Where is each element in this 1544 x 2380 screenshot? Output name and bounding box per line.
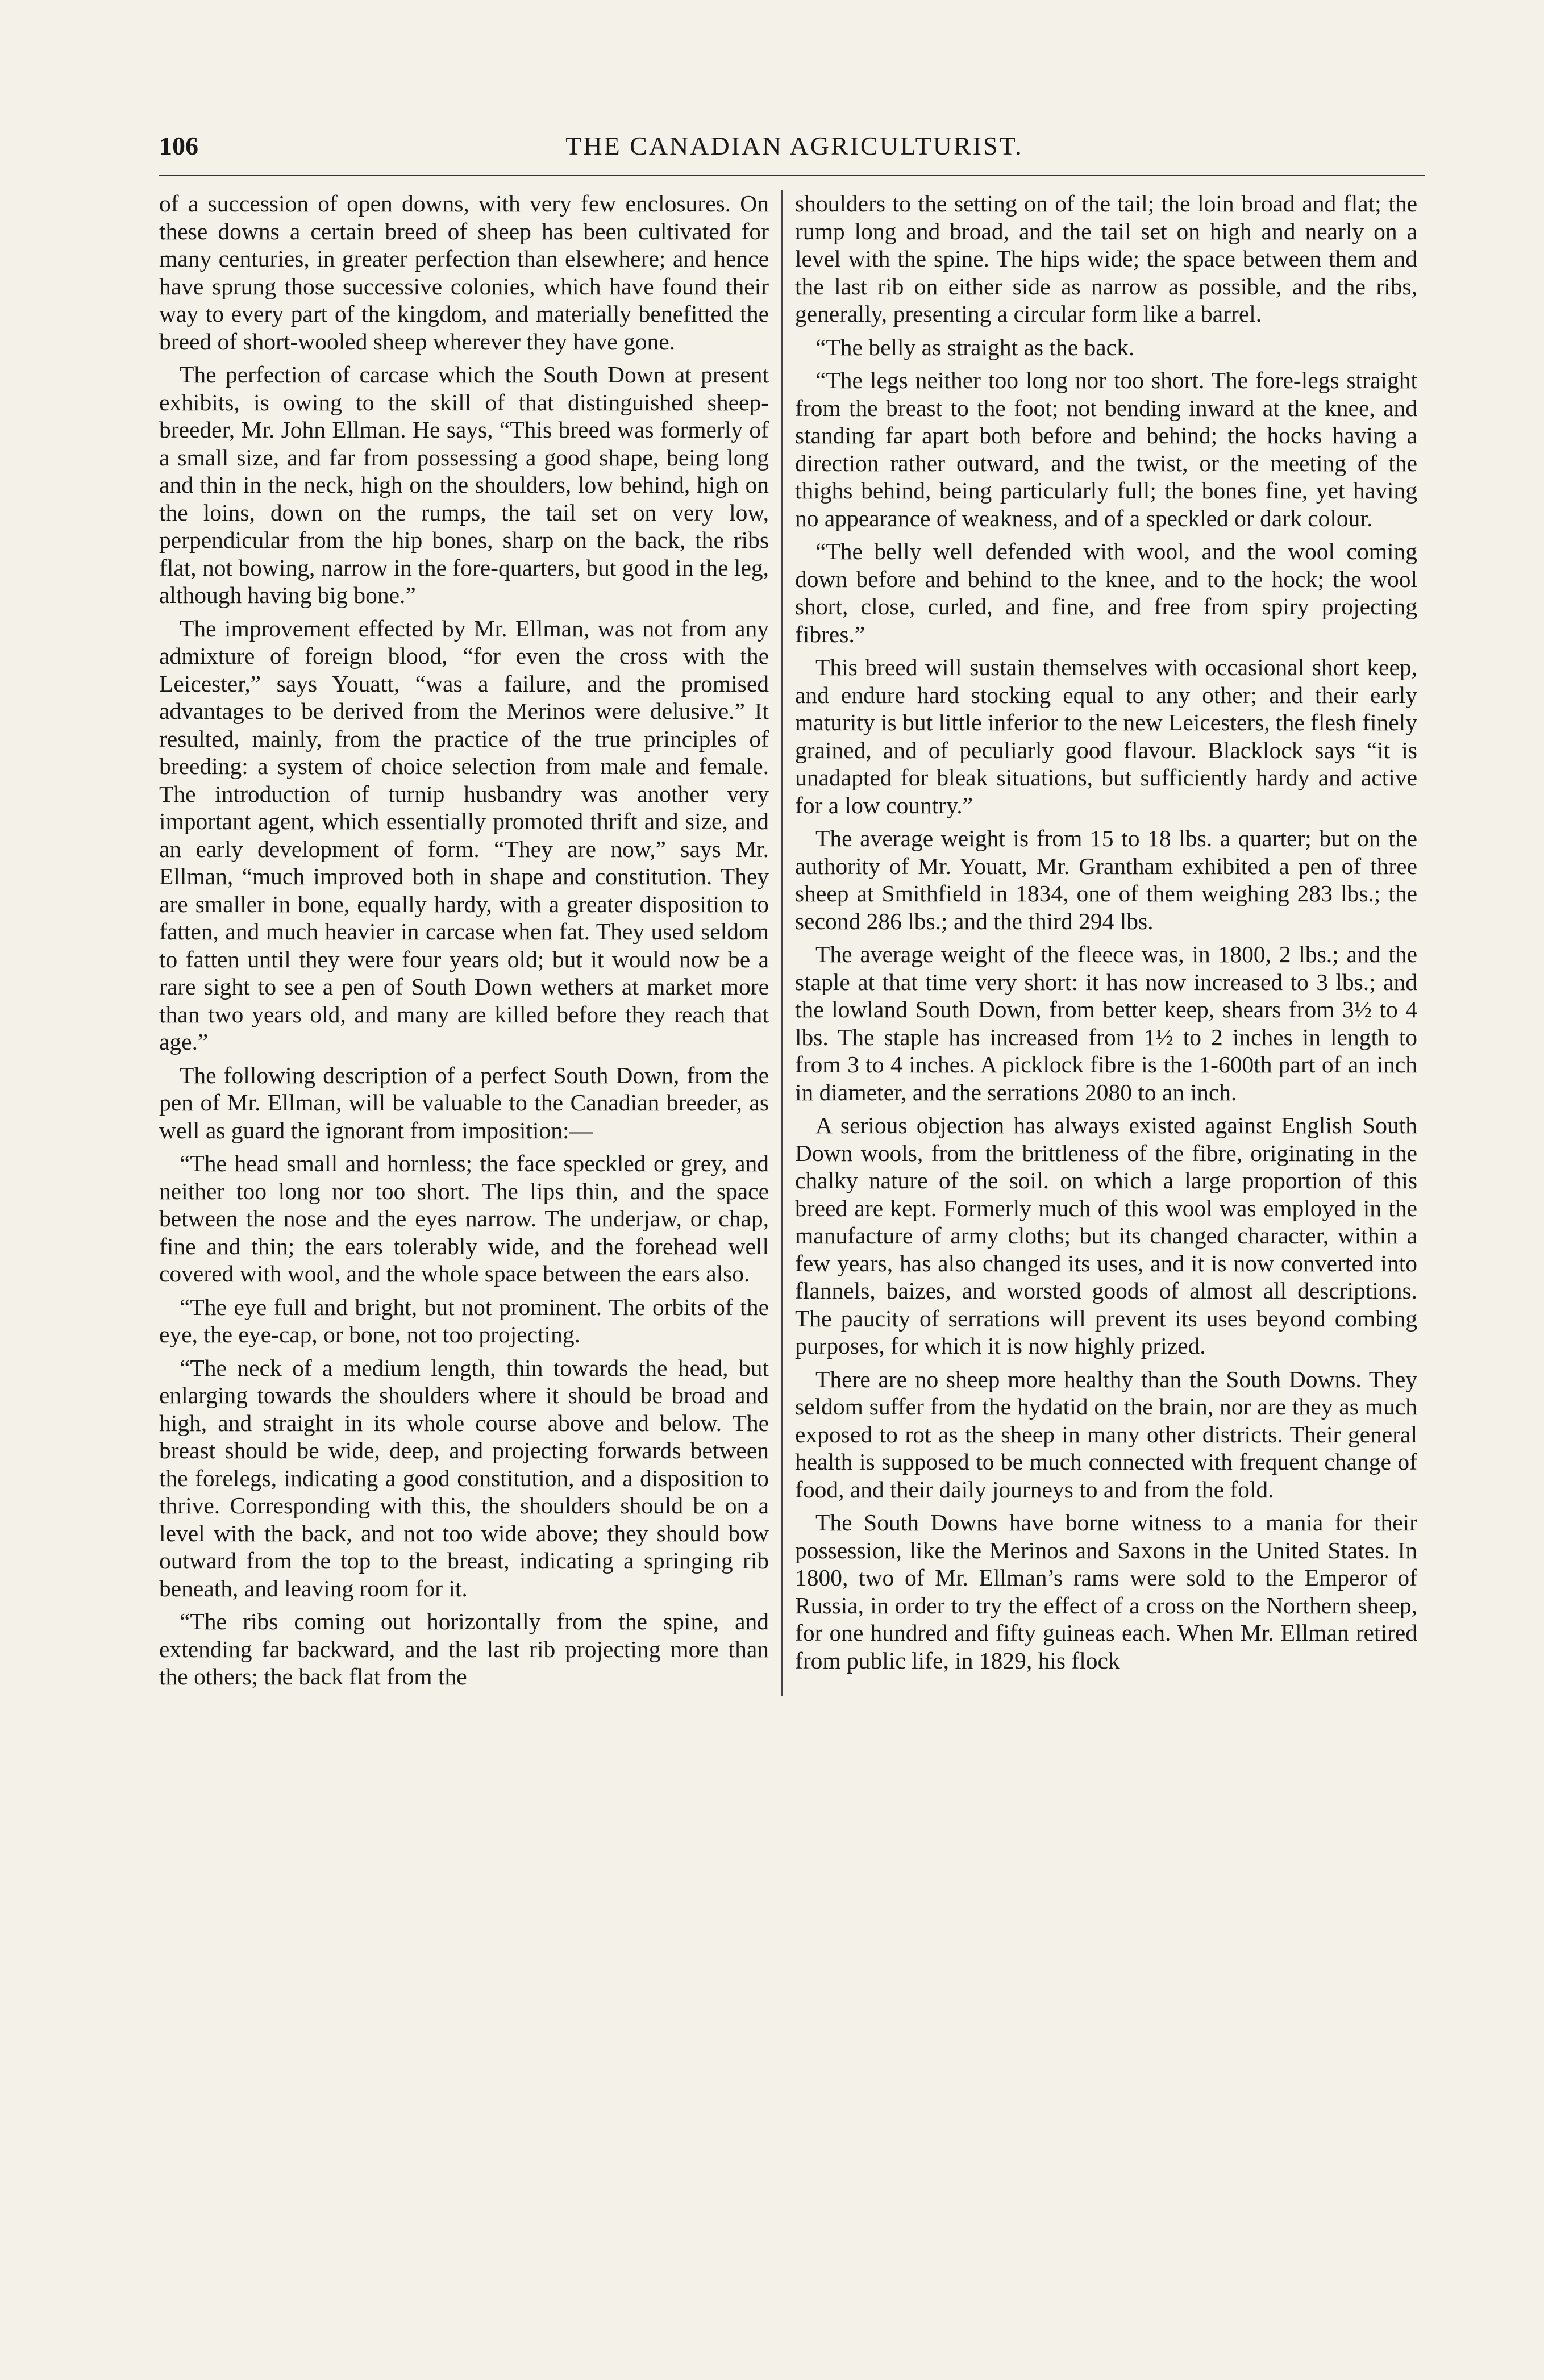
paragraph: “The neck of a medium length, thin towards the head, but enlarging towards the shoulders where it should be broad and high, and straight in its whole course above and below. The breast should be wide, deep, and projecting forwards between the forelegs, indicating a good constitution, and a disposition to thrive. Corresponding with this, the shoulders should be on a level with the back, and not too wide above; they should bow outward from the top to the breast, indicating a springing rib beneath, and leaving room for it. (159, 1354, 769, 1601)
right-column (795, 190, 1417, 1696)
text-columns (159, 190, 1425, 1696)
paragraph: “The belly well defended with wool, and the wool coming down before and behind to the knee, and to the hock; the wool short, close, curled, and fine, and free from spiry projecting fibres.” (795, 538, 1417, 647)
paragraph: The South Downs have borne witness to a mania for their possession, like the Merinos and Saxons in the United States. In 1800, two of Mr. Ellman’s rams were sold to the Emperor of Russia, in order to try the effect of a cross on the Northern sheep, for one hundred and fifty guineas each. When Mr. Ellman retired from public life, in 1829, his flock (795, 1509, 1417, 1674)
paragraph: of a succession of open downs, with very few enclosures. On these downs a certain breed of sheep has been cultivated for many centuries, in greater perfection than elsewhere; and hence have sprung those successive colonies, which have found their way to every part of the kingdom, and materially benefitted the breed of short-wooled sheep wherever they have gone. (159, 190, 769, 355)
paragraph: “The eye full and bright, but not prominent. The orbits of the eye, the eye-cap, or bone, not too projecting. (159, 1293, 769, 1347)
paragraph: “The ribs coming out horizontally from the spine, and extending far backward, and the last rib projecting more than the others; the back flat from the (159, 1608, 769, 1690)
column-divider (781, 190, 783, 1696)
header-rule (159, 175, 1425, 177)
paragraph: “The legs neither too long nor too short. The fore-legs straight from the breast to the foot; not bending inward at the knee, and standing far apart both before and behind; the hocks having a direction rather outward, and the twist, or the meeting of the thighs behind, being particularly full; the bones fine, yet having no appearance of weakness, and of a speckled or dark colour. (795, 367, 1417, 531)
paragraph: shoulders to the setting on of the tail; the loin broad and flat; the rump long and broad, and the tail set on high and nearly on a level with the spine. The hips wide; the space between them and the last rib on either side as narrow as possible, and the ribs, generally, presenting a circular form like a barrel. (795, 190, 1417, 327)
paragraph: “The head small and hornless; the face speckled or grey, and neither too long nor too short. The lips thin, and the space between the nose and the eyes narrow. The underjaw, or chap, fine and thin; the ears tolerably wide, and the forehead well covered with wool, and the whole space between the ears also. (159, 1150, 769, 1287)
paragraph: There are no sheep more healthy than the South Downs. They seldom suffer from the hydatid on the brain, nor are they as much exposed to rot as the sheep in many other districts. Their general health is supposed to be much connected with frequent change of food, and their daily journeys to and from the fold. (795, 1366, 1417, 1503)
left-column (159, 190, 781, 1696)
paragraph: The improvement effected by Mr. Ellman, was not from any admixture of foreign blood, “for even the cross with the Leicester,” says Youatt, “was a failure, and the promised advantages to be derived from the Merinos were delusive.” It resulted, mainly, from the practice of the true principles of breeding: a system of choice selection from male and female. The introduction of turnip husbandry was another very important agent, which essentially promoted thrift and size, and an early development of form. “They are now,” says Mr. Ellman, “much improved both in shape and constitution. They are smaller in bone, equally hardy, with a greater disposition to fatten, and much heavier in carcase when fat. They used seldom to fatten until they were four years old; but it would now be a rare sight to see a pen of South Down wethers at market more than two years old, and many are killed before they reach that age.” (159, 615, 769, 1055)
paragraph: A serious objection has always existed against English South Down wools, from the brittleness of the fibre, originating in the chalky nature of the soil. on which a large proportion of this breed are kept. Formerly much of this wool was employed in the manufacture of army cloths; but its changed character, within a few years, has also changed its uses, and it is now converted into flannels, baizes, and worsted goods of almost all descriptions. The paucity of serrations will prevent its uses beyond combing purposes, for which it is now highly prized. (795, 1112, 1417, 1359)
paragraph: This breed will sustain themselves with occasional short keep, and endure hard stocking equal to any other; and their early maturity is but little inferior to the new Leicesters, the flesh finely grained, and of peculiarly good flavour. Blacklock says “it is unadapted for bleak situations, but sufficiently hardy and active for a low country.” (795, 654, 1417, 818)
paragraph: “The belly as straight as the back. (815, 334, 1135, 360)
page-number: 106 (159, 131, 198, 160)
running-title: THE CANADIAN AGRICULTURIST. (565, 131, 1023, 160)
page-header (159, 131, 1425, 170)
paragraph: The average weight is from 15 to 18 lbs. a quarter; but on the authority of Mr. Youatt, Mr. Grantham exhibited a pen of three sheep at Smithfield in 1834, one of them weighing 283 lbs.; the second 286 lbs.; and the third 294 lbs. (795, 825, 1417, 934)
paragraph: The perfection of carcase which the South Down at present exhibits, is owing to the skill of that distinguished sheep-breeder, Mr. John Ellman. He says, “This breed was formerly of a small size, and far from possessing a good shape, being long and thin in the neck, high on the shoulders, low behind, high on the loins, down on the rumps, the tail set on very low, perpendicular from the hip bones, sharp on the back, the ribs flat, not bowing, narrow in the fore-quarters, but good in the leg, although having big bone.” (159, 361, 769, 608)
paragraph: The average weight of the fleece was, in 1800, 2 lbs.; and the staple at that time very short: it has now increased to 3 lbs.; and the lowland South Down, from better keep, shears from 3½ to 4 lbs. The staple has increased from 1½ to 2 inches in length to from 3 to 4 inches. A picklock fibre is the 1-600th part of an inch in diameter, and the serrations 2080 to an inch. (795, 941, 1417, 1105)
paragraph: The following description of a perfect South Down, from the pen of Mr. Ellman, will be valuable to the Canadian breeder, as well as guard the ignorant from imposition:— (159, 1062, 769, 1143)
